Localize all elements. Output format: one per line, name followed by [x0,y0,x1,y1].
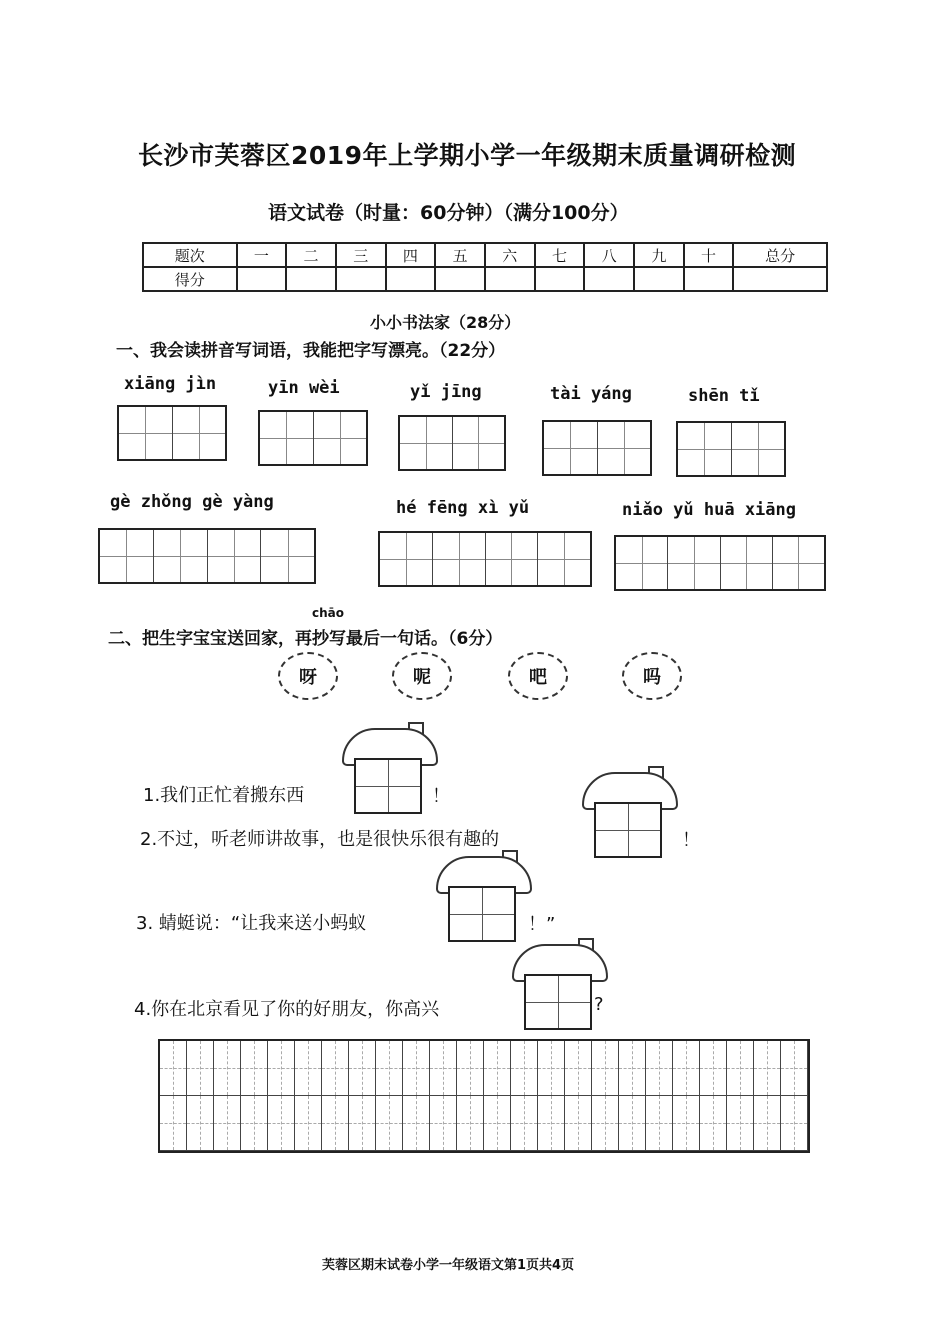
sentence-4-end: ? [594,994,604,1015]
score-input-cell[interactable] [386,267,436,291]
sentence-3: 3. 蜻蜓说：“让我来送小蚂蚁 [136,913,367,934]
pinyin-word: gè zhǒng gè yàng [110,492,274,512]
question-2-title-after: 写最后一句话。（6分） [329,629,503,649]
score-cell: 一 [237,243,287,267]
writing-box[interactable] [117,405,227,461]
score-input-cell[interactable] [237,267,287,291]
score-input-cell[interactable] [634,267,684,291]
page-footer: 芙蓉区期末试卷小学一年级语文第1页共4页 [322,1258,575,1273]
writing-box[interactable] [542,420,652,476]
score-input-cell[interactable] [684,267,734,291]
score-input-cell[interactable] [535,267,585,291]
sentence-1-end: ！ [432,786,450,807]
cloud-char[interactable]: 呀 [278,652,338,700]
score-cell: 十 [684,243,734,267]
score-input-cell[interactable] [584,267,634,291]
score-cell: 题次 [143,243,237,267]
score-cell: 六 [485,243,535,267]
score-cell: 三 [336,243,386,267]
page-subtitle: 语文试卷（时量：60分钟）（满分100分） [268,202,629,224]
pinyin-word: yǐ jīng [410,382,482,402]
section-heading: 小小书法家（28分） [370,313,521,332]
score-table-header-row [143,243,827,267]
writing-box[interactable] [676,421,786,477]
writing-box[interactable] [398,415,506,471]
cloud-char[interactable]: 呢 [392,652,452,700]
score-cell: 四 [386,243,436,267]
copy-writing-grid[interactable] [158,1039,810,1153]
score-table [142,242,828,292]
cloud-char[interactable]: 吗 [622,652,682,700]
score-input-cell[interactable] [435,267,485,291]
sentence-4: 4.你在北京看见了你的好朋友，你高兴 [134,999,440,1020]
pinyin-word: tài yáng [550,384,632,404]
sentence-2-end: ！ [682,830,700,851]
pinyin-word: xiāng jìn [124,374,217,394]
pinyin-word: yīn wèi [268,378,340,398]
sentence-3-end: ！” [528,914,556,935]
sentence-2: 2.不过，听老师讲故事，也是很快乐很有趣的 [140,829,500,850]
pinyin-word: hé fēng xì yǔ [396,498,530,518]
question-2-title-before: 二、把生字宝宝送回家，再 [108,629,312,649]
cloud-char[interactable]: 吧 [508,652,568,700]
score-input-cell[interactable] [733,267,827,291]
writing-box[interactable] [614,535,826,591]
writing-box[interactable] [378,531,592,587]
score-input-cell[interactable] [286,267,336,291]
question-2-title [108,606,503,649]
score-cell: 七 [535,243,585,267]
chao-char: 抄 [312,629,329,649]
sentence-1: 1.我们正忙着搬东西 [143,785,305,806]
score-cell: 五 [435,243,485,267]
score-cell: 二 [286,243,336,267]
chao-pinyin: chāo [312,606,344,620]
score-label: 得分 [143,267,237,291]
score-cell: 八 [584,243,634,267]
score-table-score-row [143,267,827,291]
score-input-cell[interactable] [336,267,386,291]
score-cell: 九 [634,243,684,267]
writing-box[interactable] [258,410,368,466]
score-input-cell[interactable] [485,267,535,291]
question-1-title: 一、我会读拼音写词语，我能把字写漂亮。（22分） [116,341,506,361]
score-cell: 总分 [733,243,827,267]
page-title: 长沙市芙蓉区2019年上学期小学一年级期末质量调研检测 [138,141,797,170]
pinyin-word: niǎo yǔ huā xiāng [622,500,796,520]
pinyin-word: shēn tǐ [688,386,760,406]
writing-box[interactable] [98,528,316,584]
